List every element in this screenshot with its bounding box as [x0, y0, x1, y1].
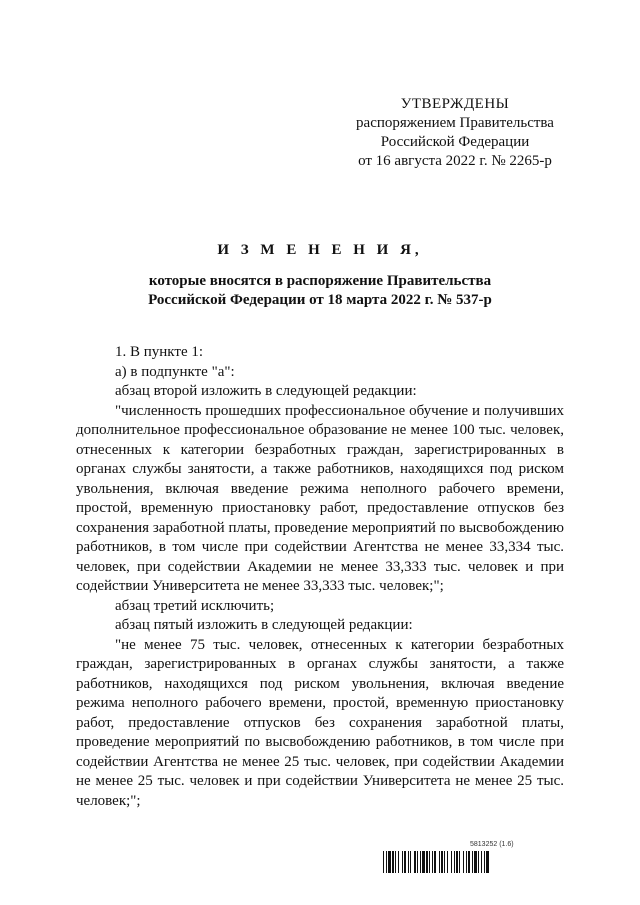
document-heading — [60, 241, 580, 310]
heading-subtitle-line-1: которые вносятся в распоряжение Правительства — [148, 273, 492, 289]
barcode-label: 5813252 (1.6) — [470, 841, 514, 848]
paragraph-5: абзац третий исключить; — [115, 597, 275, 614]
heading-subtitle-line-2: Российской Федерации от 18 марта 2022 г. № 537-р — [148, 292, 492, 308]
document-body — [76, 343, 564, 811]
paragraph-7: "не менее 75 тыс. человек, отнесенных к категории безработных граждан, зарегистрированных в органах службы занятости, а также работников, находящихся под риском увольнения, включая введение режима неполного рабочего времени, простой, временную приостановку работ, предоставление отпусков без сохранения заработной платы, проведение мероприятий по высвобождению работников, в том числе при содействии Агентства не менее 25 тыс. человек, при содействии Академии не менее 25 тыс. человек и при содействии Университета не менее 25 тыс. человек;"; — [76, 636, 564, 809]
approval-stamp — [340, 95, 570, 171]
paragraph-4: "численность прошедших профессиональное обучение и получивших дополнительное профессиональное образование не менее 100 тыс. человек, отнесенных к категории безработных граждан, зарегистрированных в органах службы занятости, а также работников, находящихся под риском увольнения, включая введение режима неполного рабочего времени, простой, временную приостановку работ, предоставление отпусков без сохранения заработной платы, проведение мероприятий по высвобождению работников, в том числе при содействии Агентства не менее 33,334 тыс. человек, при содействии Академии не менее 33,333 тыс. человек и при содействии Университета не менее 33,333 тыс. человек;"; — [76, 402, 564, 594]
approval-line-1: распоряжением Правительства — [356, 115, 554, 131]
approval-title: УТВЕРЖДЕНЫ — [400, 96, 510, 112]
paragraph-1: 1. В пункте 1: — [115, 344, 204, 360]
heading-title: И З М Е Н Е Н И Я, — [217, 242, 423, 258]
paragraph-2: а) в подпункте "а": — [115, 363, 235, 380]
approval-line-2: Российской Федерации — [380, 134, 530, 150]
paragraph-3: абзац второй изложить в следующей редакции: — [115, 383, 417, 399]
barcode-icon — [383, 851, 568, 873]
approval-line-3: от 16 августа 2022 г. № 2265-р — [358, 153, 552, 169]
paragraph-6: абзац пятый изложить в следующей редакции: — [115, 617, 413, 633]
